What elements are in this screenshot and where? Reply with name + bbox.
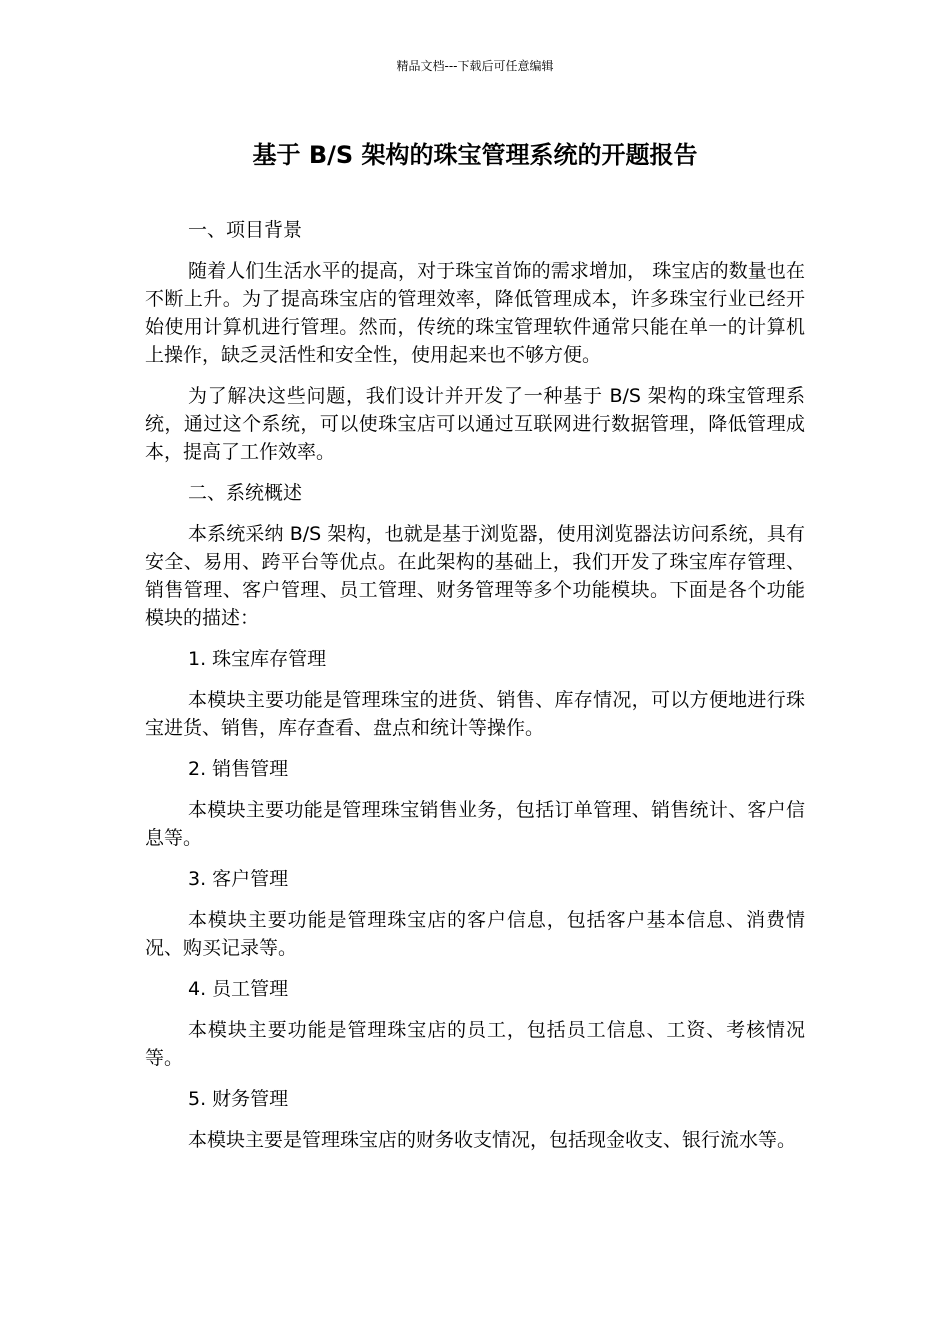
module-heading-customers: 3. 客户管理	[188, 868, 289, 890]
module-text-inventory: 本模块主要功能是管理珠宝的进货、销售、库存情况，可以方便地进行珠宝进货、销售，库存查看、盘点和统计等操作。	[145, 689, 805, 739]
module-text-sales: 本模块主要功能是管理珠宝销售业务，包括订单管理、销售统计、客户信息等。	[145, 799, 805, 849]
module-heading-inventory: 1. 珠宝库存管理	[188, 648, 327, 670]
section-heading-background: 一、项目背景	[188, 219, 303, 241]
module-heading-sales: 2. 销售管理	[188, 758, 289, 780]
module-heading-finance: 5. 财务管理	[188, 1088, 289, 1110]
page-header: 精品文档---下载后可任意编辑	[396, 59, 554, 73]
module-text-staff: 本模块主要功能是管理珠宝店的员工，包括员工信息、工资、考核情况等。	[145, 1019, 805, 1069]
module-text-finance: 本模块主要是管理珠宝店的财务收支情况，包括现金收支、银行流水等。	[188, 1129, 797, 1151]
module-heading-staff: 4. 员工管理	[188, 978, 289, 1000]
document-body	[145, 216, 805, 1167]
section-heading-overview: 二、系统概述	[188, 482, 303, 504]
paragraph-background-1: 随着人们生活水平的提高，对于珠宝首饰的需求增加， 珠宝店的数量也在不断上升。为了提高珠宝店的管理效率，降低管理成本，许多珠宝行业已经开始使用计算机进行管理。然而，传统的珠宝管理软件通常只能在单一的计算机上操作，缺乏灵活性和安全性，使用起来也不够方便。	[145, 260, 805, 366]
paragraph-overview: 本系统采纳 B/S 架构，也就是基于浏览器，使用浏览器法访问系统，具有安全、易用、跨平台等优点。在此架构的基础上，我们开发了珠宝库存管理、销售管理、客户管理、员工管理、财务管理等多个功能模块。下面是各个功能模块的描述：	[145, 523, 805, 629]
document-title: 基于 B/S 架构的珠宝管理系统的开题报告	[252, 141, 698, 169]
module-text-customers: 本模块主要功能是管理珠宝店的客户信息，包括客户基本信息、消费情况、购买记录等。	[145, 909, 805, 959]
paragraph-background-2: 为了解决这些问题，我们设计并开发了一种基于 B/S 架构的珠宝管理系统，通过这个系统，可以使珠宝店可以通过互联网进行数据管理，降低管理成本，提高了工作效率。	[145, 385, 805, 463]
